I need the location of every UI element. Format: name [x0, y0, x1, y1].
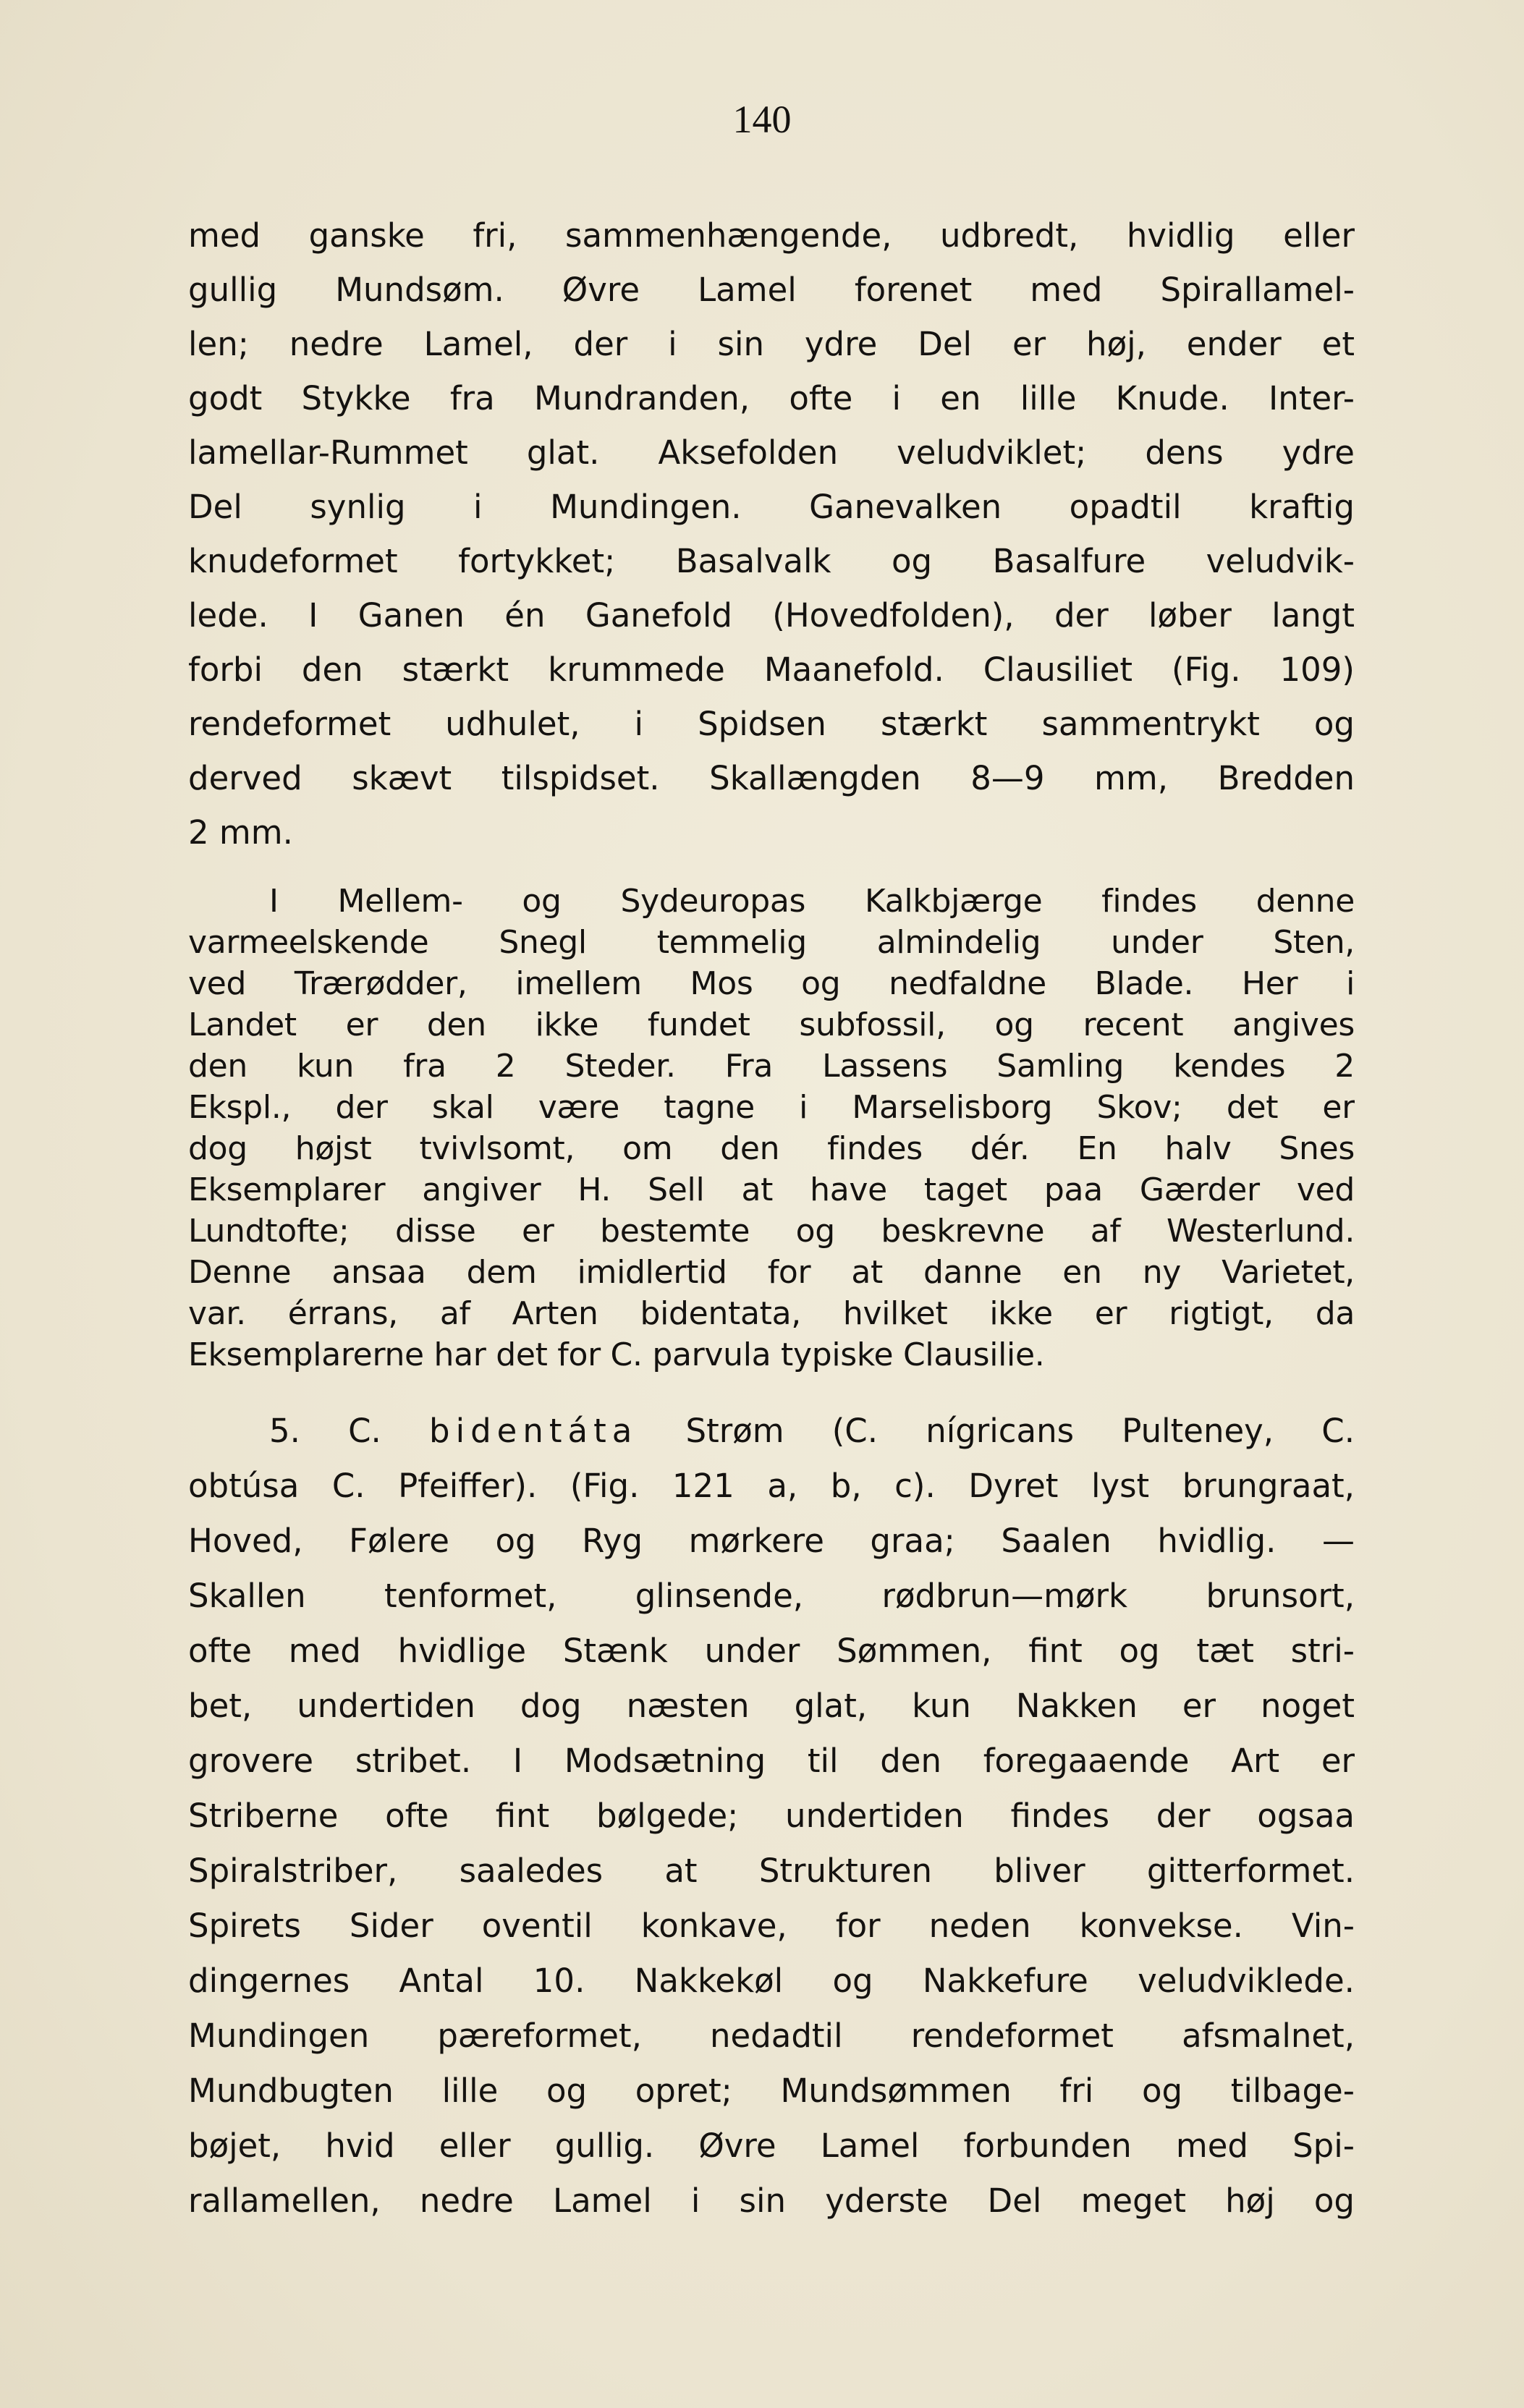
text-line: godt Stykke fra Mundranden, ofte i en lille Knude. Inter- — [188, 379, 1355, 417]
text-line: Striberne ofte fint bølgede; undertiden findes der ogsaa — [188, 1797, 1355, 1835]
text-line: lamellar-Rummet glat. Aksefolden veludviklet; dens ydre — [188, 433, 1355, 472]
small-text-line: Eksemplarer angiver H. Sell at have taget paa Gærder ved — [188, 1171, 1355, 1208]
text-line: rallamellen, nedre Lamel i sin yderste Del meget høj og — [188, 2182, 1355, 2220]
text-line: Skallen tenformet, glinsende, rødbrun—mørk brunsort, — [188, 1577, 1355, 1615]
page-number: 140 — [732, 98, 792, 141]
small-text-line: ved Trærødder, imellem Mos og nedfaldne Blade. Her i — [188, 965, 1355, 1002]
small-text-line: dog højst tvivlsomt, om den findes dér. En halv Snes — [188, 1130, 1355, 1167]
species-synonyms: Strøm (C. nígricans Pulteney, C. — [685, 1412, 1355, 1450]
text-line: Mundbugten lille og opret; Mundsømmen fri og tilbage- — [188, 2072, 1355, 2110]
text-line: Hoved, Følere og Ryg mørkere graa; Saalen hvidlig. — — [188, 1522, 1355, 1560]
text-line: Mundingen pæreformet, nedadtil rendeformet afsmalnet, — [188, 2017, 1355, 2055]
text-line: 2 mm. — [188, 813, 293, 852]
small-text-line: var. érrans, af Arten bidentata, hvilket ikke er rigtigt, da — [188, 1295, 1355, 1332]
text-line: grovere stribet. I Modsætning til den foregaaende Art er — [188, 1742, 1355, 1780]
species-heading — [269, 1409, 1355, 1453]
text-line: forbi den stærkt krummede Maanefold. Clausiliet (Fig. 109) — [188, 650, 1355, 689]
text-line: Spirets Sider oventil konkave, for neden konvekse. Vin- — [188, 1907, 1355, 1945]
small-text-line: varmeelskende Snegl temmelig almindelig under Sten, — [188, 924, 1355, 961]
text-line: lede. I Ganen én Ganefold (Hovedfolden), der løber langt — [188, 596, 1355, 635]
text-line: Del synlig i Mundingen. Ganevalken opadtil kraftig — [188, 488, 1355, 526]
small-text-line: Ekspl., der skal være tagne i Marselisborg Skov; det er — [188, 1089, 1355, 1126]
small-text-line: Eksemplarerne har det for C. parvula typiske Clausilie. — [188, 1336, 1045, 1373]
text-line: ofte med hvidlige Stænk under Sømmen, fint og tæt stri- — [188, 1632, 1355, 1670]
text-line: knudeformet fortykket; Basalvalk og Basalfure veludvik- — [188, 542, 1355, 580]
text-line: med ganske fri, sammenhængende, udbredt, hvidlig eller — [188, 216, 1355, 255]
text-line: dingernes Antal 10. Nakkekøl og Nakkefure veludviklede. — [188, 1962, 1355, 2000]
species-number: 5. C. — [269, 1412, 381, 1450]
small-text-line: I Mellem- og Sydeuropas Kalkbjærge findes denne — [269, 883, 1355, 920]
small-text-line: den kun fra 2 Steder. Fra Lassens Samling kendes 2 — [188, 1048, 1355, 1085]
text-line: Spiralstriber, saaledes at Strukturen bliver gitterformet. — [188, 1852, 1355, 1890]
species-name: bidentáta — [429, 1412, 638, 1450]
text-line: rendeformet udhulet, i Spidsen stærkt sammentrykt og — [188, 705, 1355, 743]
text-line: obtúsa C. Pfeiffer). (Fig. 121 a, b, c). Dyret lyst brungraat, — [188, 1467, 1355, 1505]
text-line: bet, undertiden dog næsten glat, kun Nakken er noget — [188, 1687, 1355, 1725]
text-line: gullig Mundsøm. Øvre Lamel forenet med Spirallamel- — [188, 271, 1355, 309]
small-text-line: Landet er den ikke fundet subfossil, og recent angives — [188, 1006, 1355, 1043]
small-text-line: Lundtofte; disse er bestemte og beskrevne af Westerlund. — [188, 1213, 1355, 1250]
text-line: derved skævt tilspidset. Skallængden 8—9 mm, Bredden — [188, 759, 1355, 797]
small-text-line: Denne ansaa dem imidlertid for at danne en ny Varietet, — [188, 1254, 1355, 1291]
text-line: len; nedre Lamel, der i sin ydre Del er høj, ender et — [188, 325, 1355, 363]
text-line: bøjet, hvid eller gullig. Øvre Lamel forbunden med Spi- — [188, 2127, 1355, 2165]
